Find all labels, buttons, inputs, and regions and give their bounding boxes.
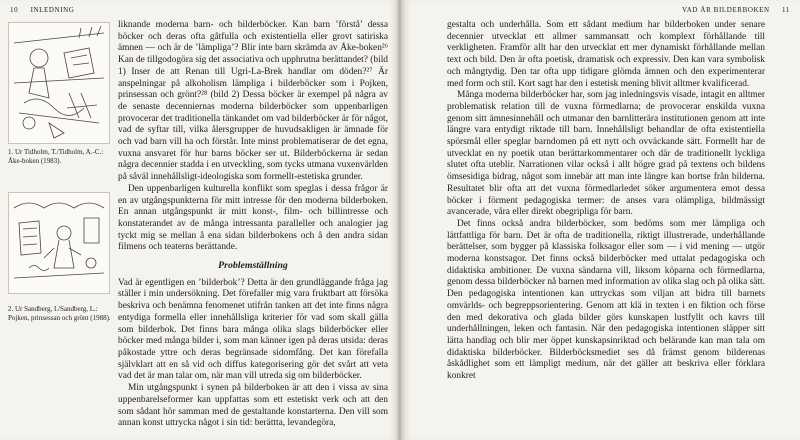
right-running-title: VAD ÄR BILDERBOKEN [682,6,770,14]
illustration-2 [8,192,110,294]
left-running-title: INLEDNING [30,6,75,14]
paragraph: Vad är egentligen en ’bilderbok’? Detta är den grundläggande fråga jag ställer i min undersökning. Det förefaller mig vara fruktbart att försöka beskriva och benämna fenomenet utifrån tanken att det inte finns några entydiga formella eller innehållsliga kriterier för vad som skall gälla som bilderbok. Det finns bara många olika slags bilderböcker eller böcker med många bilder i, som man känner igen på deras utsida: deras påkostade yttre och deras begränsade sidomfång. Det kan förefalla självklart att en så vid och diffus kategorisering gör det svårt att veta vad det är man talar om, när man vill utreda sig om bilderböcker. [118,277,388,382]
figure-2-caption: 2. Ur Sandberg, I./Sandberg, L.: Pojken, prinsessan och grönt (1988). [8,305,111,322]
section-heading: Problemställning [218,260,288,272]
right-page [401,0,800,440]
paragraph: gestalta och underhålla. Som ett sådant medium har bilderboken under senare decennier utvecklat ett allmer sammansatt och komplext förhållande till verkligheten. Framför allt har den utvecklat ett mer dynamiskt förhållande mellan text och bild. Den är ofta poetisk, dramatisk och expressiv. Den kan vara symbolisk och mångtydig. Den tar ofta upp tidigare glömda ämnen och den experimenterar med form och stil. Kort sagt har den i estetisk mening blivit alltmer kvalificerad. [447,20,765,89]
left-body-text [118,20,388,430]
left-running-head [10,6,74,14]
paragraph: Min utgångspunkt i synen på bilderboken är att den i vissa av sina uppenbarelseformer kan uppfattas som ett estetiskt verk och att den som sådant hör samman med de gestaltande konstarterna. Den vill som annan konst uttrycka något i sin tid: berättta, levandegöra, [118,383,388,429]
sketch-drawing-icon [9,23,109,143]
left-page-number: 10 [10,6,19,14]
right-running-head [682,6,790,14]
paragraph: Den uppenbarligen kulturella konflikt som speglas i dessa frågor är en av utgångspunkterna för mitt intresse för den moderna bilderboken. En annan utgångspunkt är mitt konst-, film- och billintresse och konstaterandet av de många intressanta paralleller och analogier jag tyckt mig se mellan å ena sidan bilderbokens och å den andra sidan filmens och teaterns berättande. [118,183,388,253]
paragraph: Det finns också andra bilderböcker, som bedöms som mer lämpliga och lättfattliga för barn. Det är ofta de traditionella, riktigt illustrerade, underhållande berättelser, som bygger på klassiska folksagor eller som — i vid mening — utgör moderna konstsagor. Det finns också bilderböcker med uttalat pedagogiska och didaktiska ambitioner. De vuxna sändarna vill, liksom köparna och förmedlarna, genom dessa bilderböcker nå barnen med information av olika slag och på olika sätt. Den pedagogiska intentionen kan uttryckas som viljan att bidra till barnets omvärlds- och begreppsorientering. Genom att klä in texten i en fiktion och förse den med dekorativa och glada bilder görs kunskapen lustfyllt och kavrs till underhållningen, leken och fantasin. När den pedagogiska intentionen släpper sitt lätta handlag och blir mer öppet kunskapsinriktad och belärande kan man tala om didaktiska bilderböcker. Bilderböcksmediet ses då främst genom bilderenas åskådlighet som ett lämpligt medium, när det gäller att beskriva eller förklara konkret [447,218,765,382]
sketch-scene-icon [9,193,109,293]
illustration-1 [8,22,110,144]
paragraph: Många moderna bilderböcker har, som jag inledningsvis visade, intagit en alltmer problematisk relation till de vuxna förmedlarna; de provocerar enskilda vuxna genom sitt ämnesinnehåll och utmanar den barnlitterära institutionen genom att inte längre vara entydigt riktade till barn. Innehållsligt behandlar de ofta existentiella spörsmål eller speglar barndomen på ett nytt och ovväckande sätt. Formellt har de utvecklat en ny poetik utan berättarkommentarer och där de traditionellt lyckliga slutet ofta uteblir. Narrationen vilar också i allt högre grad på textens och bildens ömsesidiga bidrag, något som innebär att man inte längre kan bortse från bilderna. Resultatet blir ofta att det vuxna förmedlarledet söker argumentera emot dessa böcker i förment pedagogiska termer: de anses vara olämpliga, bildmässigt avancerade, våra eller direkt obegripliga för barn. [447,90,765,218]
right-page-number: 11 [782,6,790,14]
left-page [0,0,399,440]
paragraph: liknande moderna barn- och bilderböcker. Kan barn ’förstå’ dessa böcker och deras ofta gåtfulla och existentiella eller grovt satiriska ämnen — och är de ’lämpliga’? Blir inte barn skrämda av Åke-boken²⁶ Kan de tillgodogöra sig det associativa och upphrutna berättandet? (bild 1) Inser de att Renan till Ugri-La-Brek handlar om döden?²⁷ Är anspelningar på alkoholism lämpliga i bilderböcker som i Pojken, prinsessan och grönt?²⁸ (bild 2) Dessa böcker är exempel på några av de senaste decenniernas moderna bilderböcker som uppenbarligen provocerar det traditionella tänkandet om vad bilderböcker är för något, vad de syftar till, vilka ålersgrupper de huvudsakligen är ämnade för och vad barn vill ha och förstår. Inte minst problematiserar de det egna, vuxna ansvaret för hur barns böcker ser ut. Bilderböckerna är sedan några decennier stadda i en utveckling, som tycks utmana vuxenvärlden på såväl innehållsligt-ideologiska som formellt-estetiska grunder. [118,20,388,183]
figure-1-caption: 1. Ur Tidholm, T./Tidholm, A.-C.: Åke-boken (1983). [8,148,104,165]
right-body-text [447,20,765,383]
